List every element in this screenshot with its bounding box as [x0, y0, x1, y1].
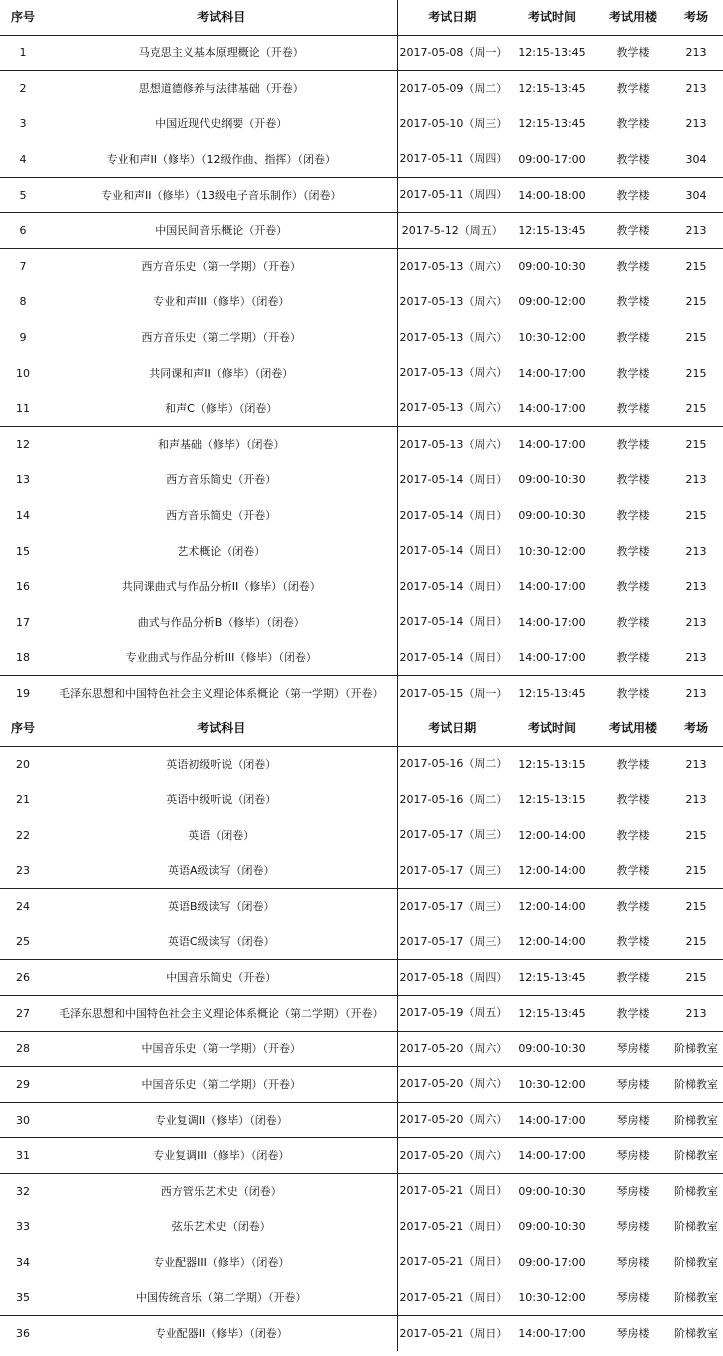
cell-no: 2: [0, 71, 46, 107]
table-row: [0, 427, 723, 463]
cell-room: 阶梯教室: [669, 1138, 723, 1174]
cell-date: 2017-05-14（周日）: [397, 533, 507, 569]
cell-building: 教学楼: [616, 366, 650, 380]
cell-room: 213: [669, 676, 723, 712]
cell-time: 10:30-12:00: [507, 1067, 597, 1103]
cell-room: 215: [669, 889, 723, 925]
table-row: [0, 71, 723, 107]
cell-no: 29: [0, 1067, 46, 1103]
cell-no: 28: [0, 1031, 46, 1067]
column-header-time: 考试时间: [527, 9, 576, 24]
table-row: [0, 640, 723, 676]
cell-building: 教学楼: [616, 580, 650, 594]
cell-subject: 西方管乐艺术史（闭卷）: [46, 1173, 397, 1209]
cell-room: 215: [685, 295, 707, 309]
cell-building: 教学楼: [597, 71, 669, 107]
table-row: [0, 782, 723, 818]
cell-no: 7: [0, 249, 46, 285]
cell-building: 琴房楼: [597, 1316, 669, 1352]
cell-room: 阶梯教室: [674, 1255, 718, 1269]
cell-no: 36: [0, 1316, 46, 1352]
table-row: [0, 1067, 723, 1103]
table-header-row: [0, 0, 723, 35]
cell-room: 213: [669, 213, 723, 249]
cell-subject: 和声基础（修毕）（闭卷）: [46, 427, 397, 463]
cell-time: 14:00-17:00: [507, 1102, 597, 1138]
cell-no: 6: [0, 213, 46, 249]
table-row: [0, 1138, 723, 1174]
cell-room: 215: [685, 401, 707, 415]
cell-building: 教学楼: [616, 331, 650, 345]
cell-subject: 专业复调III（修毕）（闭卷）: [46, 1138, 397, 1174]
column-header-date: 考试日期: [397, 711, 507, 746]
cell-subject: 中国传统音乐（第二学期）（开卷）: [136, 1291, 307, 1305]
cell-building: 教学楼: [597, 995, 669, 1031]
cell-time: 12:15-13:45: [507, 71, 597, 107]
cell-subject: 马克思主义基本原理概论（开卷）: [46, 35, 397, 71]
table-row: [0, 746, 723, 782]
cell-time: 12:15-13:15: [507, 746, 597, 782]
cell-subject: 英语C级读写（闭卷）: [167, 935, 275, 949]
cell-date: 2017-05-13（周六）: [397, 427, 507, 463]
table-row: [0, 320, 723, 356]
cell-building: 琴房楼: [597, 1067, 669, 1103]
column-header-time: 考试时间: [527, 721, 576, 736]
cell-subject: 专业和声III（修毕）（闭卷）: [153, 295, 290, 309]
cell-subject: 专业配器III（修毕）（闭卷）: [153, 1255, 290, 1269]
table-row: [0, 1031, 723, 1067]
table-row: [0, 853, 723, 889]
cell-time: 09:00-10:30: [507, 1031, 597, 1067]
cell-time: 14:00-17:00: [518, 651, 586, 665]
cell-room: 215: [669, 427, 723, 463]
cell-time: 09:00-10:30: [507, 1173, 597, 1209]
cell-subject: 英语初级听说（闭卷）: [46, 746, 397, 782]
column-header-subject: 考试科目: [197, 721, 246, 736]
cell-room: 215: [669, 249, 723, 285]
cell-time: 14:00-18:00: [507, 177, 597, 213]
cell-time: 09:00-10:30: [518, 473, 586, 487]
cell-time: 12:15-13:45: [507, 995, 597, 1031]
cell-no: 18: [16, 651, 30, 665]
cell-time: 12:00-14:00: [507, 889, 597, 925]
cell-no: 31: [0, 1138, 46, 1174]
cell-room: 213: [685, 793, 707, 807]
cell-subject: 毛泽东思想和中国特色社会主义理论体系概论（第二学期）（开卷）: [46, 995, 397, 1031]
cell-building: 教学楼: [616, 509, 650, 523]
cell-subject: 英语中级听说（闭卷）: [166, 793, 277, 807]
cell-building: 琴房楼: [597, 1138, 669, 1174]
cell-date: 2017-05-09（周二）: [397, 71, 507, 107]
cell-subject: 英语A级读写（闭卷）: [167, 864, 275, 878]
cell-no: 23: [16, 864, 30, 878]
cell-building: 教学楼: [597, 427, 669, 463]
cell-room: 213: [685, 473, 707, 487]
cell-building: 琴房楼: [616, 1255, 650, 1269]
cell-date: 2017-05-14（周日）: [397, 605, 507, 641]
cell-date: 2017-05-13（周六）: [397, 284, 507, 320]
cell-time: 12:15-13:45: [507, 213, 597, 249]
cell-time: 14:00-17:00: [518, 580, 586, 594]
cell-date: 2017-05-21（周日）: [397, 1280, 507, 1316]
table-row: [0, 533, 723, 569]
cell-building: 琴房楼: [597, 1102, 669, 1138]
cell-room: 阶梯教室: [674, 1291, 718, 1305]
cell-subject: 艺术概论（闭卷）: [177, 544, 266, 558]
cell-no: 24: [0, 889, 46, 925]
cell-room: 阶梯教室: [669, 1316, 723, 1352]
cell-building: 教学楼: [597, 889, 669, 925]
cell-time: 12:15-13:45: [507, 676, 597, 712]
cell-date: 2017-05-20（周六）: [397, 1138, 507, 1174]
cell-time: 09:00-10:30: [507, 249, 597, 285]
cell-subject: 西方音乐简史（开卷）: [166, 509, 277, 523]
table-row: [0, 1209, 723, 1245]
cell-building: 教学楼: [597, 249, 669, 285]
cell-subject: 西方音乐史（第二学期）（开卷）: [141, 331, 301, 345]
cell-subject: 西方音乐简史（开卷）: [166, 473, 277, 487]
table-row: [0, 462, 723, 498]
cell-date: 2017-05-14（周日）: [397, 498, 507, 534]
table-row: [0, 889, 723, 925]
cell-subject: 专业和声II（修毕）（13级电子音乐制作）（闭卷）: [46, 177, 397, 213]
cell-room: 213: [669, 35, 723, 71]
cell-building: 教学楼: [616, 544, 650, 558]
cell-building: 琴房楼: [597, 1031, 669, 1067]
cell-date: 2017-05-19（周五）: [397, 995, 507, 1031]
cell-subject: 曲式与作品分析B（修毕）（闭卷）: [137, 615, 305, 629]
cell-date: 2017-05-21（周日）: [397, 1209, 507, 1245]
table-row: [0, 569, 723, 605]
cell-no: 1: [0, 35, 46, 71]
cell-date: 2017-05-13（周六）: [397, 249, 507, 285]
cell-date: 2017-05-13（周六）: [397, 320, 507, 356]
cell-time: 14:00-17:00: [507, 1316, 597, 1352]
cell-date: 2017-05-21（周日）: [397, 1245, 507, 1281]
table-row: [0, 605, 723, 641]
cell-date: 2017-05-11（周四）: [397, 177, 507, 213]
cell-time: 12:00-14:00: [518, 935, 586, 949]
cell-subject: 中国音乐史（第一学期）（开卷）: [46, 1031, 397, 1067]
cell-room: 215: [685, 366, 707, 380]
cell-room: 215: [685, 935, 707, 949]
table-row: [0, 1173, 723, 1209]
cell-no: 8: [19, 295, 27, 309]
cell-subject: 共同课和声II（修毕）（闭卷）: [149, 366, 294, 380]
cell-building: 教学楼: [616, 401, 650, 415]
table-row: [0, 924, 723, 960]
cell-building: 教学楼: [616, 152, 650, 166]
cell-building: 教学楼: [616, 615, 650, 629]
cell-no: 5: [0, 177, 46, 213]
table-row: [0, 249, 723, 285]
cell-subject: 专业复调II（修毕）（闭卷）: [46, 1102, 397, 1138]
column-header-building: 考试用楼: [608, 721, 657, 736]
table-row: [0, 284, 723, 320]
cell-time: 09:00-12:00: [518, 295, 586, 309]
cell-time: 10:30-12:00: [518, 331, 586, 345]
cell-date: 2017-05-13（周六）: [397, 391, 507, 427]
cell-time: 09:00-17:00: [518, 1255, 586, 1269]
cell-building: 教学楼: [616, 651, 650, 665]
table-row: [0, 498, 723, 534]
cell-date: 2017-05-14（周日）: [397, 640, 507, 676]
cell-time: 12:15-13:45: [507, 960, 597, 996]
cell-subject: 英语（闭卷）: [188, 828, 255, 842]
cell-room: 304: [669, 177, 723, 213]
table-row: [0, 676, 723, 712]
column-header-date: 考试日期: [397, 0, 507, 35]
cell-subject: 毛泽东思想和中国特色社会主义理论体系概论（第一学期）（开卷）: [46, 676, 397, 712]
cell-no: 4: [19, 152, 27, 166]
cell-no: 22: [16, 828, 30, 842]
cell-no: 33: [16, 1220, 30, 1234]
cell-subject: 共同课曲式与作品分析II（修毕）（闭卷）: [121, 580, 321, 594]
cell-time: 14:00-17:00: [518, 401, 586, 415]
column-header-room: 考场: [683, 9, 708, 24]
cell-room: 213: [669, 746, 723, 782]
cell-room: 213: [669, 995, 723, 1031]
cell-building: 教学楼: [597, 746, 669, 782]
cell-time: 12:15-13:45: [518, 117, 586, 131]
cell-subject: 弦乐艺术史（闭卷）: [171, 1220, 271, 1234]
cell-time: 14:00-17:00: [518, 615, 586, 629]
table-row: [0, 1316, 723, 1352]
cell-date: 2017-05-14（周日）: [397, 569, 507, 605]
cell-subject: 英语B级读写（闭卷）: [46, 889, 397, 925]
cell-subject: 中国音乐简史（开卷）: [46, 960, 397, 996]
table-row: [0, 1280, 723, 1316]
cell-no: 9: [19, 331, 27, 345]
cell-building: 教学楼: [616, 295, 650, 309]
cell-room: 213: [685, 117, 707, 131]
column-header-no: 序号: [10, 9, 35, 24]
cell-subject: 和声C（修毕）（闭卷）: [165, 401, 278, 415]
cell-no: 30: [0, 1102, 46, 1138]
cell-no: 14: [16, 509, 30, 523]
cell-date: 2017-05-18（周四）: [397, 960, 507, 996]
cell-date: 2017-05-16（周二）: [397, 746, 507, 782]
cell-date: 2017-5-12（周五）: [397, 213, 507, 249]
cell-building: 教学楼: [616, 793, 650, 807]
cell-room: 215: [669, 960, 723, 996]
cell-time: 12:15-13:45: [507, 35, 597, 71]
cell-no: 10: [16, 366, 30, 380]
cell-date: 2017-05-08（周一）: [397, 35, 507, 71]
cell-room: 阶梯教室: [674, 1220, 718, 1234]
cell-date: 2017-05-14（周日）: [397, 462, 507, 498]
cell-time: 12:15-13:15: [518, 793, 586, 807]
cell-building: 教学楼: [597, 177, 669, 213]
cell-time: 09:00-17:00: [518, 152, 586, 166]
cell-building: 教学楼: [597, 676, 669, 712]
cell-room: 215: [685, 331, 707, 345]
cell-no: 3: [19, 117, 27, 131]
cell-date: 2017-05-16（周二）: [397, 782, 507, 818]
table-row: [0, 213, 723, 249]
cell-date: 2017-05-17（周三）: [397, 817, 507, 853]
cell-building: 教学楼: [597, 213, 669, 249]
cell-no: 21: [16, 793, 30, 807]
cell-date: 2017-05-20（周六）: [397, 1067, 507, 1103]
cell-building: 教学楼: [616, 117, 650, 131]
cell-no: 12: [0, 427, 46, 463]
cell-time: 14:00-17:00: [518, 366, 586, 380]
cell-date: 2017-05-15（周一）: [397, 676, 507, 712]
cell-date: 2017-05-17（周三）: [397, 924, 507, 960]
cell-no: 13: [16, 473, 30, 487]
cell-date: 2017-05-21（周日）: [397, 1316, 507, 1352]
cell-room: 阶梯教室: [669, 1173, 723, 1209]
cell-subject: 专业和声II（修毕）（12级作曲、指挥）（闭卷）: [106, 152, 336, 166]
cell-date: 2017-05-17（周三）: [397, 853, 507, 889]
cell-time: 14:00-17:00: [507, 1138, 597, 1174]
cell-building: 琴房楼: [616, 1220, 650, 1234]
table-row: [0, 1245, 723, 1281]
table-row: [0, 391, 723, 427]
table-row: [0, 995, 723, 1031]
column-header-no: 序号: [10, 721, 35, 736]
cell-room: 213: [669, 71, 723, 107]
cell-building: 教学楼: [597, 960, 669, 996]
cell-no: 15: [16, 544, 30, 558]
cell-room: 阶梯教室: [669, 1102, 723, 1138]
cell-time: 10:30-12:00: [518, 544, 586, 558]
table-row: [0, 960, 723, 996]
cell-room: 215: [685, 828, 707, 842]
cell-building: 教学楼: [616, 828, 650, 842]
cell-subject: 专业曲式与作品分析III（修毕）（闭卷）: [125, 651, 317, 665]
cell-date: 2017-05-20（周六）: [397, 1102, 507, 1138]
cell-room: 304: [685, 152, 707, 166]
table-row: [0, 142, 723, 178]
table-row: [0, 106, 723, 142]
cell-no: 11: [16, 401, 30, 415]
cell-no: 26: [0, 960, 46, 996]
cell-no: 16: [16, 580, 30, 594]
cell-time: 09:00-10:30: [518, 509, 586, 523]
cell-no: 34: [16, 1255, 30, 1269]
cell-no: 32: [0, 1173, 46, 1209]
cell-room: 213: [685, 615, 707, 629]
cell-date: 2017-05-13（周六）: [397, 355, 507, 391]
cell-time: 14:00-17:00: [507, 427, 597, 463]
table-row: [0, 817, 723, 853]
table-header-row: [0, 711, 723, 746]
column-header-room: 考场: [683, 721, 708, 736]
cell-no: 20: [0, 746, 46, 782]
table-row: [0, 177, 723, 213]
cell-subject: 中国近现代史纲要（开卷）: [155, 117, 288, 131]
cell-time: 09:00-10:30: [518, 1220, 586, 1234]
column-header-subject: 考试科目: [197, 9, 246, 24]
cell-room: 215: [685, 864, 707, 878]
cell-room: 213: [685, 651, 707, 665]
cell-date: 2017-05-20（周六）: [397, 1031, 507, 1067]
cell-date: 2017-05-11（周四）: [397, 142, 507, 178]
cell-no: 17: [16, 615, 30, 629]
cell-room: 213: [685, 580, 707, 594]
cell-subject: 思想道德修养与法律基础（开卷）: [46, 71, 397, 107]
cell-subject: 中国音乐史（第二学期）（开卷）: [46, 1067, 397, 1103]
cell-time: 12:00-14:00: [518, 864, 586, 878]
table-row: [0, 35, 723, 71]
cell-date: 2017-05-21（周日）: [397, 1173, 507, 1209]
cell-no: 35: [16, 1291, 30, 1305]
cell-subject: 西方音乐史（第一学期）（开卷）: [46, 249, 397, 285]
cell-building: 教学楼: [616, 473, 650, 487]
column-header-building: 考试用楼: [608, 9, 657, 24]
cell-no: 27: [0, 995, 46, 1031]
cell-room: 阶梯教室: [669, 1067, 723, 1103]
cell-no: 25: [16, 935, 30, 949]
cell-subject: 专业配器II（修毕）（闭卷）: [46, 1316, 397, 1352]
cell-building: 琴房楼: [616, 1291, 650, 1305]
cell-no: 19: [0, 676, 46, 712]
cell-date: 2017-05-10（周三）: [397, 106, 507, 142]
cell-building: 教学楼: [616, 935, 650, 949]
cell-date: 2017-05-17（周三）: [397, 889, 507, 925]
cell-room: 213: [685, 544, 707, 558]
cell-time: 10:30-12:00: [518, 1291, 586, 1305]
cell-building: 教学楼: [597, 35, 669, 71]
table-row: [0, 355, 723, 391]
cell-room: 215: [685, 509, 707, 523]
cell-subject: 中国民间音乐概论（开卷）: [46, 213, 397, 249]
table-row: [0, 1102, 723, 1138]
cell-building: 教学楼: [616, 864, 650, 878]
cell-time: 12:00-14:00: [518, 828, 586, 842]
cell-building: 琴房楼: [597, 1173, 669, 1209]
cell-room: 阶梯教室: [669, 1031, 723, 1067]
